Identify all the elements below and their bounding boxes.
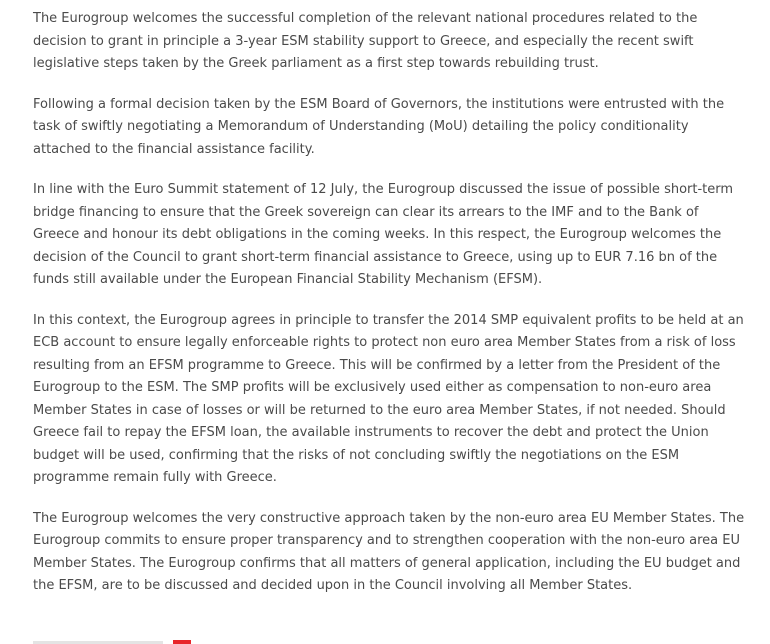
article-body — [33, 8, 745, 616]
paragraph-4: In this context, the Eurogroup agrees in principle to transfer the 2014 SMP equivalent profits to be held at an ECB account to ensure legally enforceable rights to protect non euro area Member States from a risk of loss resulting from an EFSM programme to Greece. This will be confirmed by a letter from the President of the Eurogroup to the ESM. The SMP profits will be exclusively used either as compensation to non-euro area Member States in case of losses or will be returned to the euro area Member States, if not needed. Should Greece fail to repay the EFSM loan, the available instruments to recover the debt and protect the Union budget will be used, confirming that the risks of not concluding swiftly the negotiations on the ESM programme remain fully with Greece. — [33, 312, 744, 485]
paragraph-3: In line with the Euro Summit statement of 12 July, the Eurogroup discussed the issue of possible short-term bridge financing to ensure that the Greek sovereign can clear its arrears to the IMF and to the Bank of Greece and honour its debt obligations in the coming weeks. In this respect, the Eurogroup welcomes the decision of the Council to grant short-term financial assistance to Greece, using up to EUR 7.16 bn of the funds still available under the European Financial Stability Mechanism (EFSM). — [33, 182, 734, 287]
paragraph-5: The Eurogroup welcomes the very constructive approach taken by the non-euro area EU Member States. The Eurogroup commits to ensure proper transparency and to strengthen cooperation with the non-euro area EU Member States. The Eurogroup confirms that all matters of general application, including the EU budget and the EFSM, are to be discussed and decided upon in the Council involving all Member States. — [33, 510, 745, 593]
paragraph-1: The Eurogroup welcomes the successful completion of the relevant national procedures related to the decision to grant in principle a 3-year ESM stability support to Greece, and especially the recent swift legislative steps taken by the Greek parliament as a first step towards rebuilding trust. — [33, 11, 698, 71]
footer-strip — [33, 640, 193, 644]
footer-red-marker — [173, 640, 191, 644]
paragraph-2: Following a formal decision taken by the ESM Board of Governors, the institutions were entrusted with the task of swiftly negotiating a Memorandum of Understanding (MoU) detailing the policy conditionality attached to the financial assistance facility. — [33, 96, 725, 157]
